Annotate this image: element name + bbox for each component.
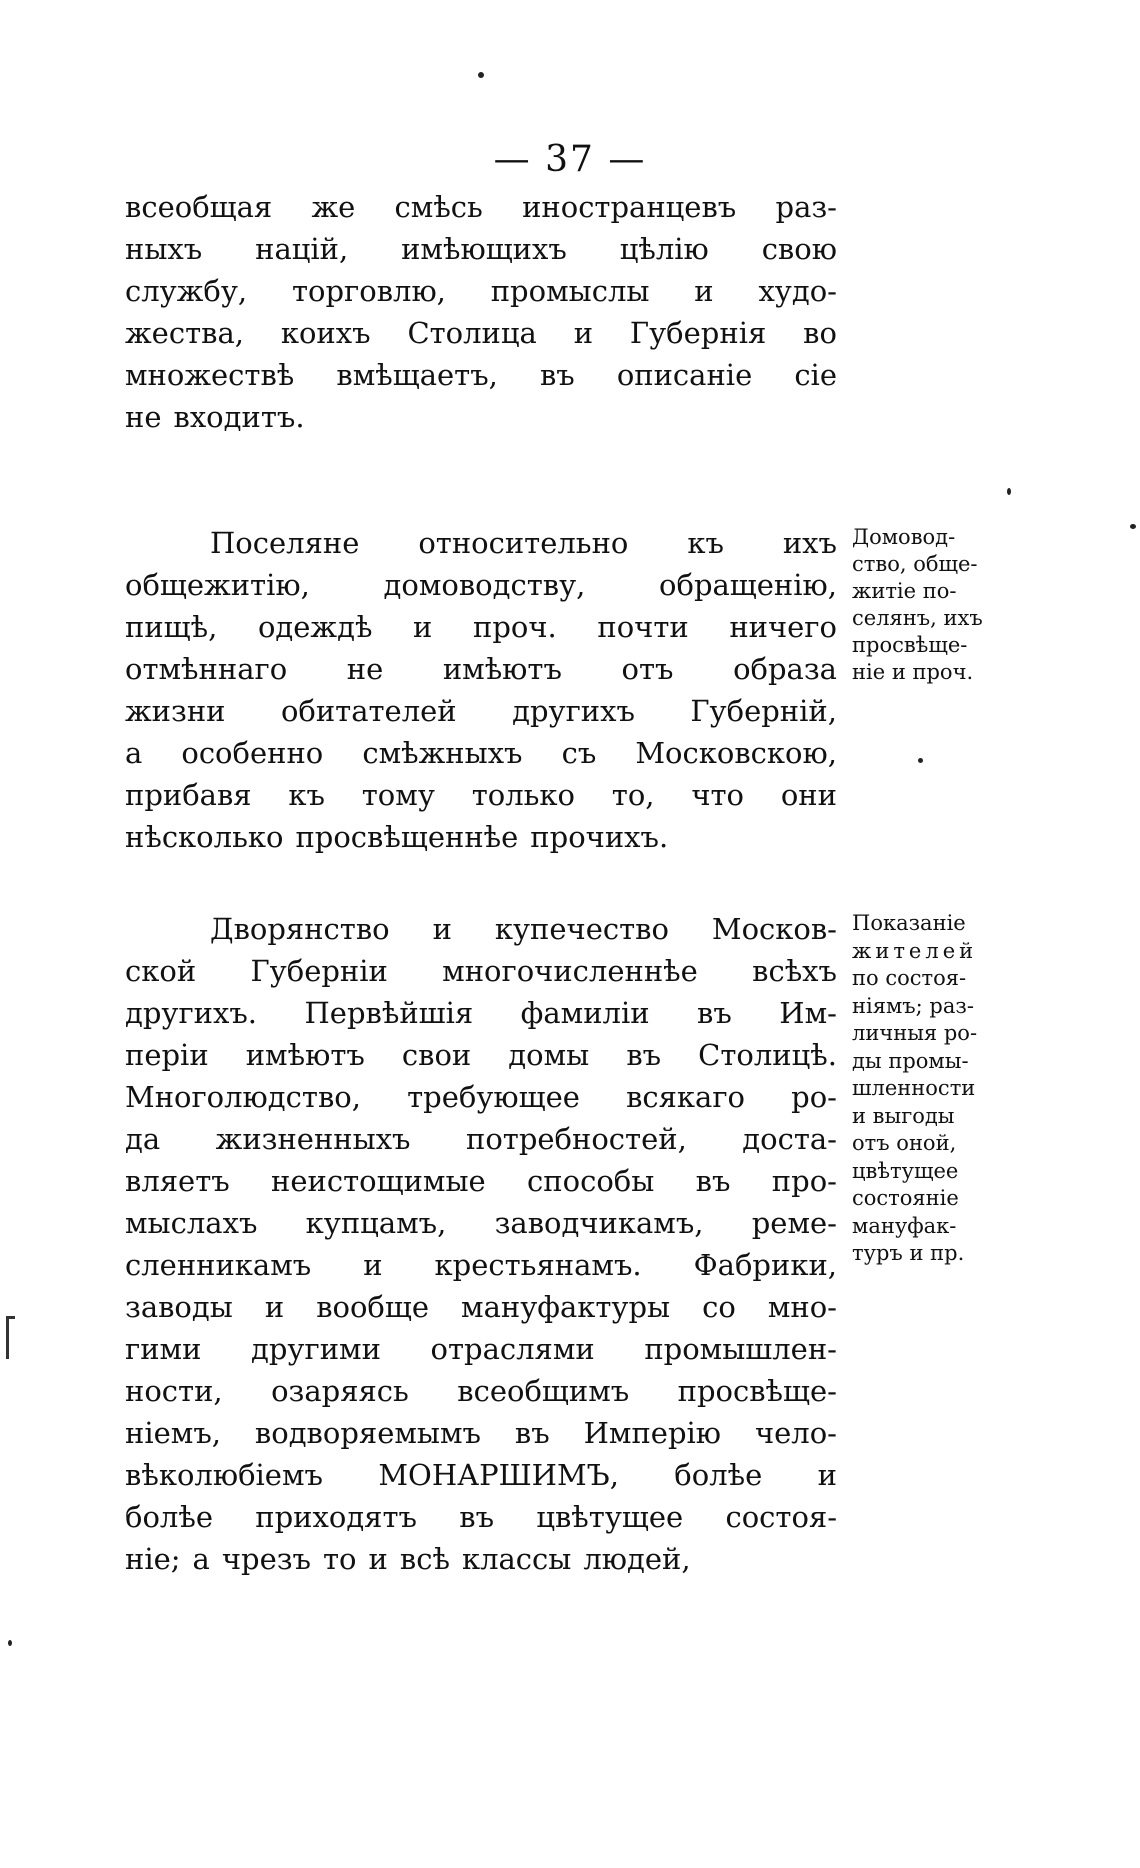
ink-speck <box>1130 524 1136 529</box>
text-line: прибавя къ тому только то, что они <box>125 778 837 812</box>
margin-note-line: Показаніе <box>852 911 966 935</box>
text-line: ности, озаряясь всеобщимъ просвѣще- <box>125 1374 837 1408</box>
text-line: всеобщая же смѣсь иностранцевъ раз- <box>125 190 837 224</box>
text-line: жества, коихъ Столица и Губернія во <box>125 316 837 350</box>
margin-note-line: состояніе <box>852 1186 959 1210</box>
margin-note-line: житіе по- <box>852 579 957 603</box>
text-line: вѣколюбіемъ МОНАРШИМЪ, болѣе и <box>125 1458 837 1492</box>
page-number: — 37 — <box>493 139 647 180</box>
text-line: сленникамъ и крестьянамъ. Фабрики, <box>125 1248 837 1282</box>
text-line: службу, торговлю, промыслы и худо- <box>125 274 837 308</box>
margin-note-line: личныя ро- <box>852 1021 978 1045</box>
text-line: другихъ. Первѣйшія фамиліи въ Им- <box>125 996 837 1030</box>
text-line: ніе; а чрезъ то и всѣ классы людей, <box>125 1542 691 1576</box>
text-line: да жизненныхъ потребностей, доста- <box>125 1122 837 1156</box>
text-line: не входитъ. <box>125 400 305 434</box>
margin-note-line: ство, обще- <box>852 552 978 576</box>
margin-note-line: жителей <box>852 938 978 963</box>
margin-note-line: шленности <box>852 1076 976 1100</box>
text-line: нѣсколько просвѣщеннѣе прочихъ. <box>125 820 669 854</box>
margin-note-line: туръ и пр. <box>852 1241 965 1265</box>
text-line: ніемъ, водворяемымъ въ Имперію чело- <box>125 1416 837 1450</box>
text-line: Поселяне относительно къ ихъ <box>210 526 837 560</box>
text-line: болѣе приходятъ въ цвѣтущее состоя- <box>125 1500 837 1534</box>
margin-note-line: селянъ, ихъ <box>852 606 983 630</box>
text-line: періи имѣютъ свои домы въ Столицѣ. <box>125 1038 837 1072</box>
text-line: общежитію, домоводству, обращенію, <box>125 568 837 602</box>
margin-note-line: ды промы- <box>852 1048 969 1073</box>
margin-note-line: Домовод- <box>852 525 956 549</box>
margin-note-line: просвѣще- <box>852 633 968 657</box>
text-line: ской Губерніи многочисленнѣе всѣхъ <box>125 954 837 988</box>
scan-edge-mark <box>6 1316 15 1359</box>
text-line: вляетъ неистощимые способы въ про- <box>125 1164 837 1198</box>
text-line: пищѣ, одеждѣ и проч. почти ничего <box>125 610 837 644</box>
text-line: гими другими отраслями промышлен- <box>125 1332 837 1366</box>
ink-speck <box>918 758 923 763</box>
text-line: жизни обитателей другихъ Губерній, <box>125 694 837 728</box>
ink-speck <box>8 1640 12 1646</box>
margin-note-line: цвѣтущее <box>852 1158 959 1183</box>
ink-speck <box>1007 488 1011 495</box>
margin-note-line: ніямъ; раз- <box>852 993 974 1018</box>
margin-note-line: по состоя- <box>852 966 967 990</box>
margin-note-line: мануфак- <box>852 1213 957 1238</box>
ink-speck <box>478 72 484 78</box>
text-line: а особенно смѣжныхъ съ Московскою, <box>125 736 837 770</box>
text-line: множествѣ вмѣщаетъ, въ описаніе сіе <box>125 358 837 392</box>
text-line: мыслахъ купцамъ, заводчикамъ, реме- <box>125 1206 837 1240</box>
text-line: ныхъ націй, имѣющихъ цѣлію свою <box>125 232 837 266</box>
text-line: Дворянство и купечество Москов- <box>210 912 837 946</box>
margin-note-line: отъ оной, <box>852 1131 957 1155</box>
text-line: Многолюдство, требующее всякаго ро- <box>125 1080 837 1114</box>
margin-note-line: и выгоды <box>852 1103 955 1128</box>
text-line: отмѣннаго не имѣютъ отъ образа <box>125 652 837 686</box>
text-line: заводы и вообще мануфактуры со мно- <box>125 1290 837 1324</box>
margin-note-line: ніе и проч. <box>852 660 974 684</box>
